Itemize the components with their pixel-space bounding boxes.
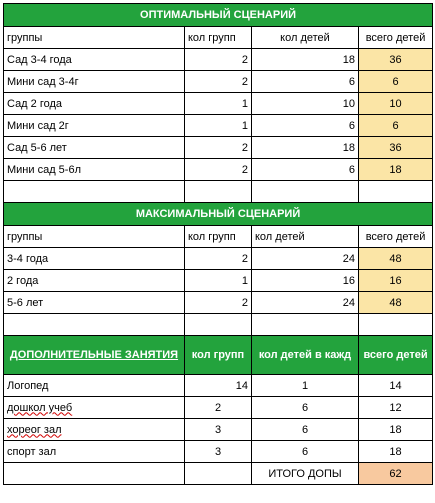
empty-cell[interactable]: [252, 314, 359, 336]
total-children-cell[interactable]: 14: [359, 375, 433, 397]
group-cell[interactable]: Сад 5-6 лет: [4, 137, 185, 159]
children-count-cell[interactable]: 10: [252, 93, 359, 115]
total-label[interactable]: ИТОГО ДОПЫ: [252, 463, 359, 485]
header-cell[interactable]: всего детей: [359, 226, 433, 248]
groups-count-cell[interactable]: 3: [185, 419, 252, 441]
groups-count-cell[interactable]: 2: [185, 49, 252, 71]
table-row: [4, 248, 433, 270]
group-cell[interactable]: 5-6 лет: [4, 292, 185, 314]
children-count-cell[interactable]: 24: [252, 248, 359, 270]
children-count-cell[interactable]: 6: [252, 115, 359, 137]
empty-row: [4, 314, 433, 336]
children-count-cell[interactable]: 16: [252, 270, 359, 292]
optimal-banner-row: [4, 4, 433, 27]
header-cell[interactable]: группы: [4, 226, 185, 248]
groups-count-cell[interactable]: 2: [185, 137, 252, 159]
group-cell[interactable]: Сад 3-4 года: [4, 49, 185, 71]
header-cell[interactable]: кол детей в кажд: [252, 336, 359, 375]
groups-count-cell[interactable]: 14: [185, 375, 252, 397]
extra-title[interactable]: ДОПОЛНИТЕЛЬНЫЕ ЗАНЯТИЯ: [4, 336, 185, 375]
maximal-title[interactable]: МАКСИМАЛЬНЫЙ СЦЕНАРИЙ: [4, 203, 433, 226]
header-cell[interactable]: кол групп: [185, 226, 252, 248]
groups-count-cell[interactable]: 2: [185, 71, 252, 93]
group-cell[interactable]: 2 года: [4, 270, 185, 292]
empty-cell[interactable]: [4, 463, 185, 485]
activity-cell[interactable]: Логопед: [4, 375, 185, 397]
total-children-cell[interactable]: 18: [359, 159, 433, 181]
empty-cell[interactable]: [185, 463, 252, 485]
empty-cell[interactable]: [185, 314, 252, 336]
table-row: [4, 397, 433, 419]
spreadsheet-grid: [3, 3, 433, 485]
group-cell[interactable]: Мини сад 2г: [4, 115, 185, 137]
children-count-cell[interactable]: 24: [252, 292, 359, 314]
total-children-cell[interactable]: 48: [359, 248, 433, 270]
empty-row: [4, 181, 433, 203]
total-children-cell[interactable]: 16: [359, 270, 433, 292]
total-children-cell[interactable]: 36: [359, 49, 433, 71]
table-row: [4, 159, 433, 181]
total-value[interactable]: 62: [359, 463, 433, 485]
empty-cell[interactable]: [359, 181, 433, 203]
header-cell[interactable]: кол детей: [252, 27, 359, 49]
group-cell[interactable]: 3-4 года: [4, 248, 185, 270]
header-cell[interactable]: группы: [4, 27, 185, 49]
table-row: [4, 137, 433, 159]
groups-count-cell[interactable]: 3: [185, 441, 252, 463]
header-cell[interactable]: всего детей: [359, 27, 433, 49]
table-row: [4, 270, 433, 292]
groups-count-cell[interactable]: 1: [185, 115, 252, 137]
children-count-cell[interactable]: 6: [252, 419, 359, 441]
table-row: [4, 115, 433, 137]
children-count-cell[interactable]: 6: [252, 71, 359, 93]
header-cell[interactable]: кол групп: [185, 336, 252, 375]
group-cell[interactable]: Мини сад 3-4г: [4, 71, 185, 93]
activity-cell[interactable]: спорт зал: [4, 441, 185, 463]
children-count-cell[interactable]: 6: [252, 441, 359, 463]
table-row: [4, 71, 433, 93]
table-row: [4, 441, 433, 463]
total-children-cell[interactable]: 36: [359, 137, 433, 159]
optimal-title[interactable]: ОПТИМАЛЬНЫЙ СЦЕНАРИЙ: [4, 4, 433, 27]
total-children-cell[interactable]: 48: [359, 292, 433, 314]
children-count-cell[interactable]: 18: [252, 137, 359, 159]
header-cell[interactable]: кол детей: [252, 226, 359, 248]
header-cell[interactable]: всего детей: [359, 336, 433, 375]
empty-cell[interactable]: [185, 181, 252, 203]
maximal-header-row: [4, 226, 433, 248]
group-cell[interactable]: Мини сад 5-6л: [4, 159, 185, 181]
activity-cell[interactable]: [4, 397, 185, 419]
empty-cell[interactable]: [4, 181, 185, 203]
table-row: [4, 292, 433, 314]
total-children-cell[interactable]: 18: [359, 441, 433, 463]
groups-count-cell[interactable]: 2: [185, 248, 252, 270]
total-row: [4, 463, 433, 485]
total-children-cell[interactable]: 6: [359, 115, 433, 137]
groups-count-cell[interactable]: 2: [185, 292, 252, 314]
total-children-cell[interactable]: 10: [359, 93, 433, 115]
children-count-cell[interactable]: 1: [252, 375, 359, 397]
maximal-banner-row: [4, 203, 433, 226]
groups-count-cell[interactable]: 1: [185, 270, 252, 292]
activity-label: хореог зал: [7, 423, 62, 436]
children-count-cell[interactable]: 6: [252, 159, 359, 181]
total-children-cell[interactable]: 18: [359, 419, 433, 441]
extra-header-row: [4, 336, 433, 375]
groups-count-cell[interactable]: 2: [185, 159, 252, 181]
group-cell[interactable]: Сад 2 года: [4, 93, 185, 115]
table-row: [4, 93, 433, 115]
children-count-cell[interactable]: 6: [252, 397, 359, 419]
empty-cell[interactable]: [252, 181, 359, 203]
children-count-cell[interactable]: 18: [252, 49, 359, 71]
table-row: [4, 49, 433, 71]
total-children-cell[interactable]: 6: [359, 71, 433, 93]
header-cell[interactable]: кол групп: [185, 27, 252, 49]
optimal-header-row: [4, 27, 433, 49]
groups-count-cell[interactable]: 1: [185, 93, 252, 115]
activity-cell[interactable]: [4, 419, 185, 441]
table-row: [4, 419, 433, 441]
empty-cell[interactable]: [359, 314, 433, 336]
table-row: [4, 375, 433, 397]
empty-cell[interactable]: [4, 314, 185, 336]
groups-count-cell[interactable]: 2: [185, 397, 252, 419]
total-children-cell[interactable]: 12: [359, 397, 433, 419]
activity-label: дошкол учеб: [7, 401, 73, 414]
